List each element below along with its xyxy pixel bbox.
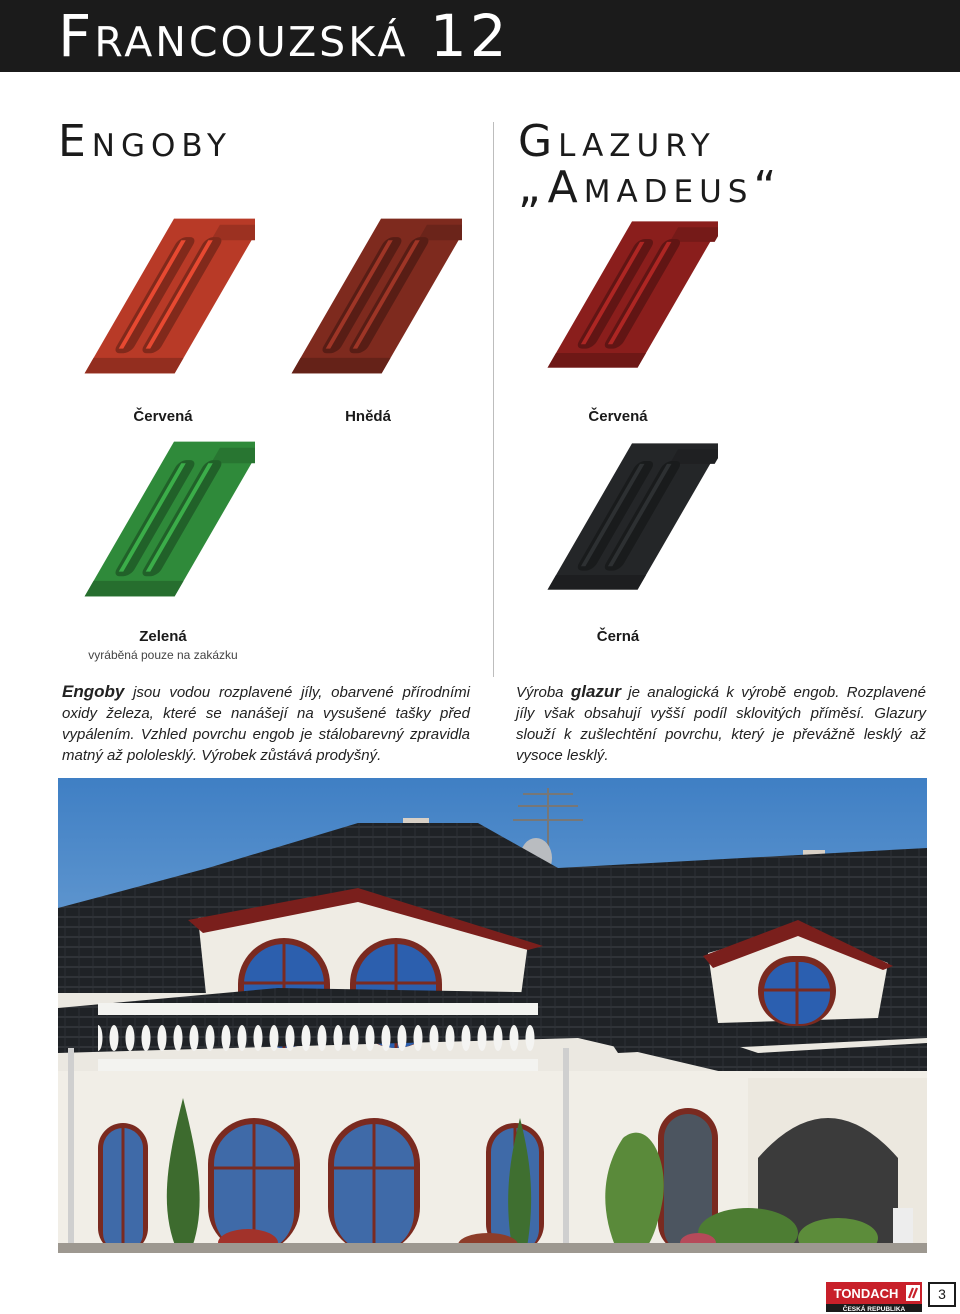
logo-text: TONDACH bbox=[833, 1286, 899, 1301]
tile-bottom-edge bbox=[548, 575, 646, 590]
tile-engoby-green bbox=[75, 438, 255, 618]
column-divider bbox=[493, 122, 494, 677]
tile-body bbox=[85, 442, 255, 597]
label-engoby-brown: Hnědá bbox=[345, 408, 391, 425]
note-engoby-green: vyráběná pouze na zakázku bbox=[88, 648, 238, 662]
tile-body bbox=[548, 443, 718, 589]
logo-subtext: ČESKÁ REPUBLIKA bbox=[842, 1306, 906, 1312]
glazury-pre: Výroba bbox=[516, 684, 571, 701]
tile-engoby-brown bbox=[282, 215, 462, 395]
page-number: 3 bbox=[928, 1282, 956, 1307]
tile-bottom-edge bbox=[292, 358, 391, 373]
glazury-description bbox=[516, 681, 926, 766]
tile-bottom-edge bbox=[85, 581, 184, 596]
tile-bottom-edge bbox=[85, 358, 184, 373]
section-title-glazury: Glazury bbox=[518, 116, 716, 167]
tile-engoby-red bbox=[75, 215, 255, 395]
label-glazury-red: Červená bbox=[588, 408, 648, 425]
engoby-lead: Engoby bbox=[62, 682, 125, 701]
tile-glazury-red bbox=[538, 218, 718, 388]
engoby-description bbox=[62, 681, 470, 766]
label-engoby-green: Zelená bbox=[139, 628, 187, 645]
glazury-lead: glazur bbox=[570, 682, 621, 701]
page-title: Francouzská 12 bbox=[58, 2, 510, 70]
section-title-engoby: Engoby bbox=[58, 116, 232, 167]
tile-body bbox=[292, 219, 462, 374]
tile-glazury-black bbox=[538, 440, 718, 610]
tile-body bbox=[548, 221, 718, 367]
label-glazury-black: Černá bbox=[596, 628, 640, 645]
tile-body bbox=[85, 219, 255, 374]
section-title-amadeus: „Amadeus“ bbox=[518, 162, 783, 213]
engoby-body: jsou vodou rozplavené jíly, obarvené přírodními oxidy železa, které se nanášejí na vysušené tašky před vypálením. Vzhled povrchu engob je stálobarevný zpravidla matný až pololesklý. Výrobek zůstává prodyšný. bbox=[62, 684, 470, 764]
glazury-body: je analogická k výrobě engob. Rozplavené jíly však obsahují vyšší podíl sklovitých příměsí. Glazury slouží k zušlechtění povrchu, který je převážně lesklý až vysoce lesklý. bbox=[516, 684, 926, 764]
header-bar bbox=[0, 0, 960, 72]
tondach-logo bbox=[826, 1282, 922, 1312]
tile-bottom-edge bbox=[548, 353, 646, 368]
house-photo bbox=[58, 778, 927, 1253]
label-engoby-red: Červená bbox=[133, 408, 193, 425]
